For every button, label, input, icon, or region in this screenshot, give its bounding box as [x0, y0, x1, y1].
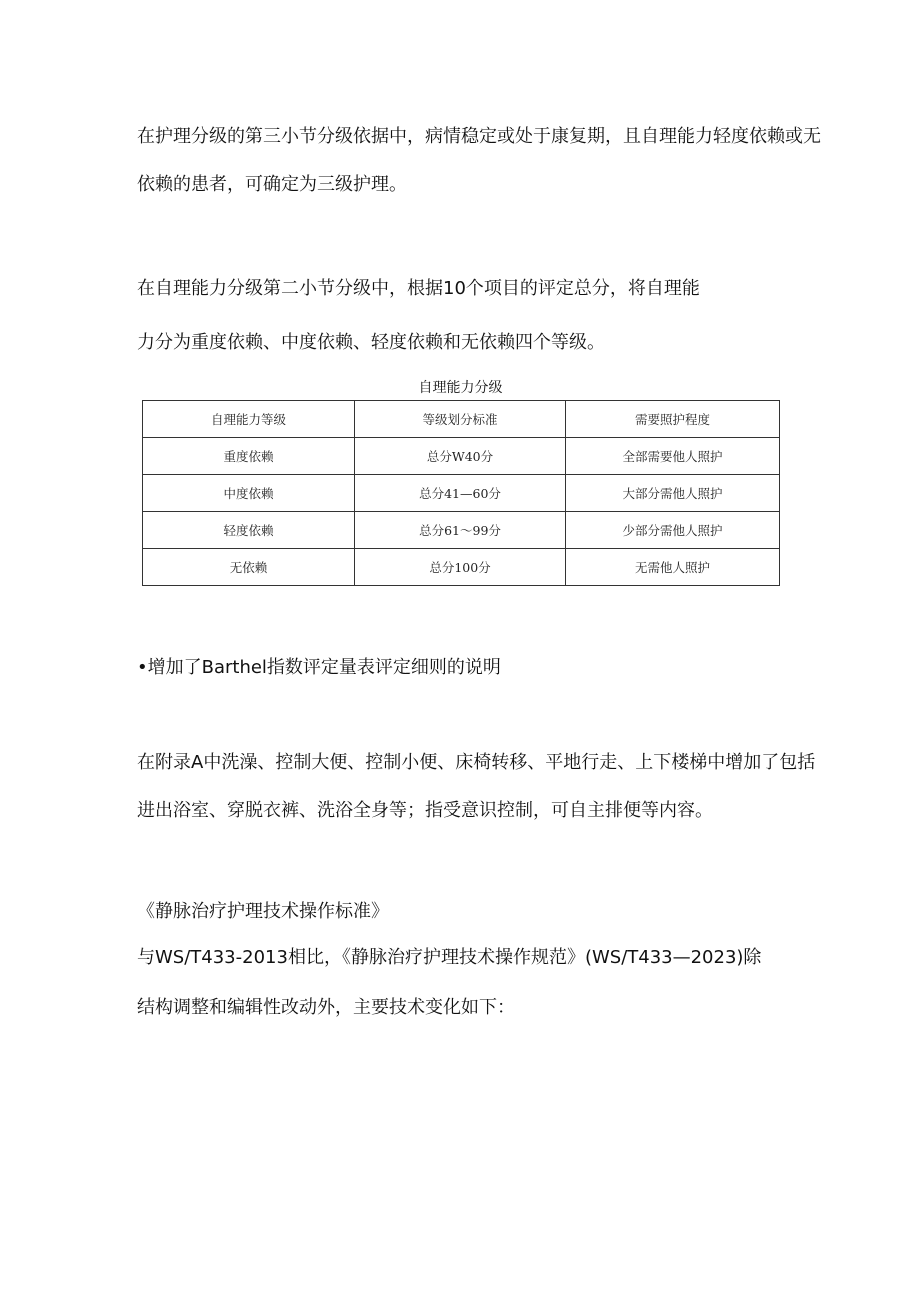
table-caption: 自理能力分级	[418, 380, 503, 396]
table-cell: 总分W40分	[355, 438, 566, 475]
table-header-row	[143, 401, 780, 438]
paragraph-self-care-line2: 力分为重度依赖、中度依赖、轻度依赖和无依赖四个等级。	[137, 332, 605, 353]
table-header-cell: 需要照护程度	[566, 401, 780, 438]
paragraph-care-level-line1: 在护理分级的第三小节分级依据中，病情稳定或处于康复期，且自理能力轻度依赖或无	[137, 126, 821, 147]
table-header-cell: 等级划分标准	[355, 401, 566, 438]
bullet-barthel-note: •增加了Barthel指数评定量表评定细则的说明	[137, 657, 501, 678]
table-cell: 总分41—60分	[355, 475, 566, 512]
table-cell: 重度依赖	[143, 438, 355, 475]
section-heading-iv-standard: 《静脉治疗护理技术操作标准》	[137, 901, 389, 922]
table-cell: 无依赖	[143, 549, 355, 586]
table-cell: 中度依赖	[143, 475, 355, 512]
table-header-cell: 自理能力等级	[143, 401, 355, 438]
table-row	[143, 438, 780, 475]
table-cell: 总分61～99分	[355, 512, 566, 549]
table-row	[143, 475, 780, 512]
paragraph-appendix-line2: 进出浴室、穿脱衣裤、洗浴全身等；指受意识控制，可自主排便等内容。	[137, 800, 713, 821]
table-cell: 全部需要他人照护	[566, 438, 780, 475]
paragraph-self-care-line1: 在自理能力分级第二小节分级中，根据10个项目的评定总分，将自理能	[137, 278, 700, 299]
table-cell: 大部分需他人照护	[566, 475, 780, 512]
table-cell: 轻度依赖	[143, 512, 355, 549]
paragraph-changes-line1: 与WS/T433-2013相比，《静脉治疗护理技术操作规范》(WS/T433—2023)除	[137, 947, 762, 968]
table-row	[143, 549, 780, 586]
table-cell: 无需他人照护	[566, 549, 780, 586]
table-row	[143, 512, 780, 549]
paragraph-changes-line2: 结构调整和编辑性改动外，主要技术变化如下：	[137, 997, 515, 1018]
table-cell: 总分100分	[355, 549, 566, 586]
self-care-grade-table	[142, 400, 780, 586]
paragraph-care-level-line2: 依赖的患者，可确定为三级护理。	[137, 174, 407, 195]
paragraph-appendix-line1: 在附录A中洗澡、控制大便、控制小便、床椅转移、平地行走、上下楼梯中增加了包括	[137, 752, 816, 773]
table-cell: 少部分需他人照护	[566, 512, 780, 549]
